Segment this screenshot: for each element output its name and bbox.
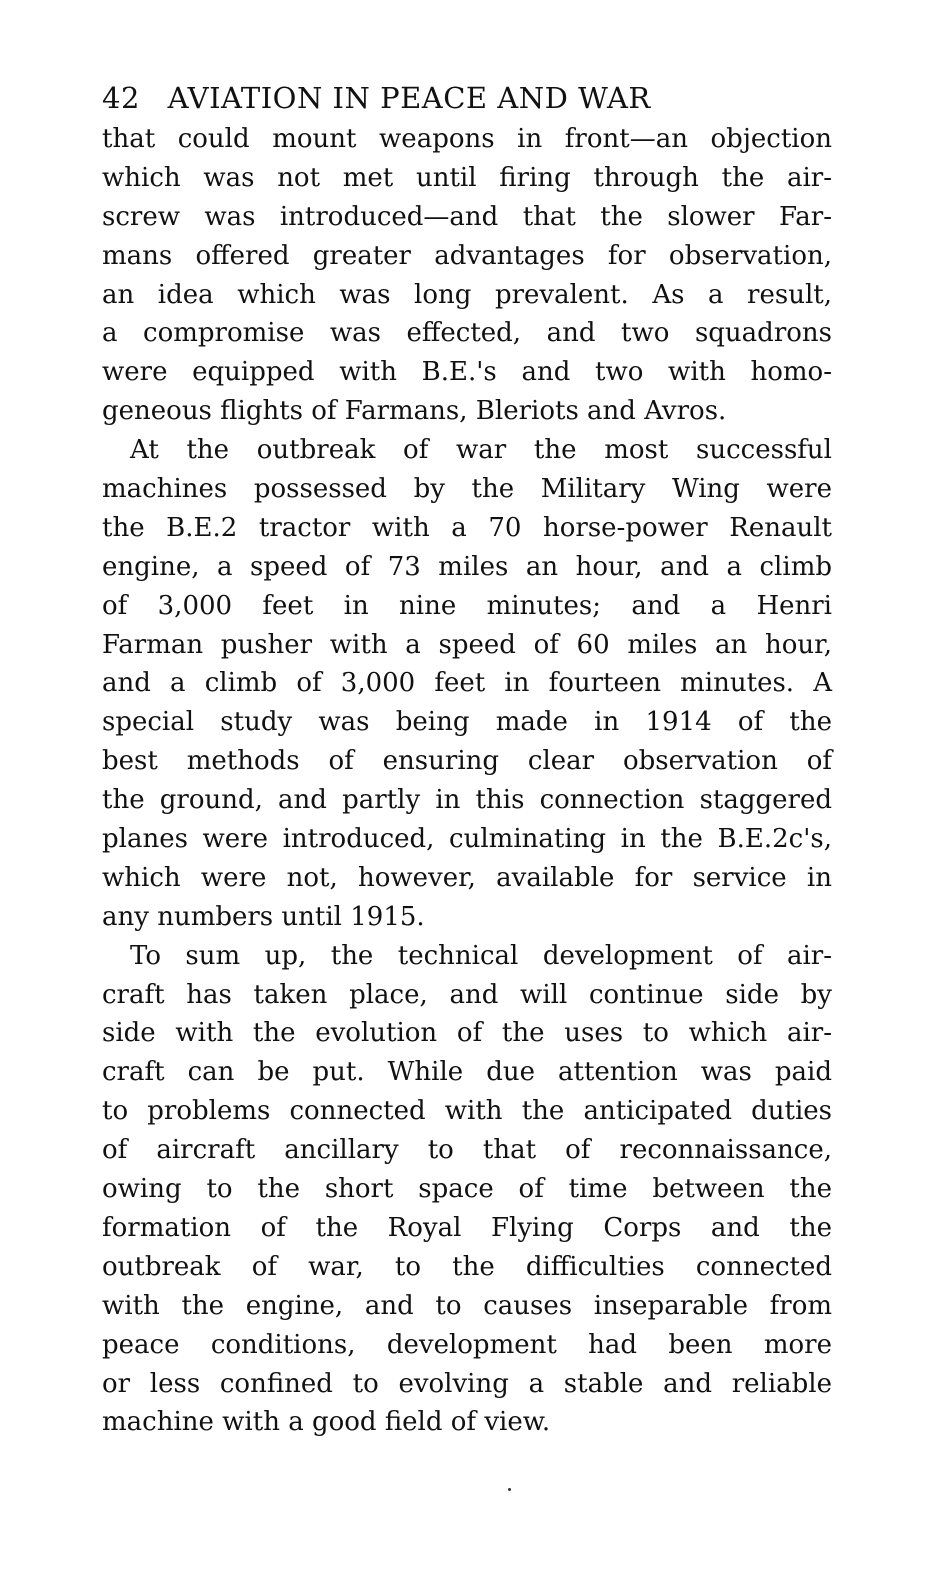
text-line: engine, a speed of 73 miles an hour, and a climb — [102, 551, 832, 582]
text-line: to problems connected with the anticipated duties — [102, 1096, 832, 1127]
text-line: peace conditions, development had been more — [102, 1329, 832, 1360]
text-line: craft can be put. While due attention was paid — [102, 1057, 832, 1088]
text-line: formation of the Royal Flying Corps and the — [102, 1212, 832, 1243]
text-line: craft has taken place, and will continue side by — [102, 979, 832, 1010]
text-line: the ground, and partly in this connection staggered — [102, 785, 832, 816]
text-line: screw was introduced—and that the slower Far- — [102, 201, 832, 232]
paragraph-3 — [102, 937, 832, 1443]
print-speck — [508, 1488, 511, 1491]
text-line: a compromise was effected, and two squadrons — [102, 318, 832, 349]
text-line: any numbers until 1915. — [102, 901, 425, 932]
text-line: the B.E.2 tractor with a 70 horse-power Renault — [102, 512, 832, 543]
text-line: At the outbreak of war the most successful — [130, 435, 832, 466]
text-line: of 3,000 feet in nine minutes; and a Henri — [102, 590, 832, 621]
text-line: special study was being made in 1914 of the — [102, 707, 832, 738]
text-line: an idea which was long prevalent. As a result, — [102, 279, 832, 310]
text-line: best methods of ensuring clear observation of — [102, 746, 832, 777]
text-line: with the engine, and to causes inseparable from — [102, 1290, 832, 1321]
text-line: or less confined to evolving a stable and reliable — [102, 1368, 832, 1399]
text-line: outbreak of war, to the difficulties connected — [102, 1251, 832, 1282]
text-line: of aircraft ancillary to that of reconnaissance, — [102, 1135, 832, 1166]
page-number: 42 — [102, 81, 140, 115]
text-line: mans offered greater advantages for observation, — [102, 240, 832, 271]
text-line: planes were introduced, culminating in the B.E.2c's, — [102, 824, 832, 855]
running-head — [102, 78, 832, 118]
paragraph-1 — [102, 120, 832, 431]
text-line: Farman pusher with a speed of 60 miles an hour, — [102, 629, 832, 660]
text-line: To sum up, the technical development of air- — [130, 940, 832, 971]
text-line: geneous flights of Farmans, Bleriots and Avros. — [102, 396, 727, 427]
running-title: AVIATION IN PEACE AND WAR — [167, 81, 651, 115]
text-line: were equipped with B.E.'s and two with homo- — [102, 357, 832, 388]
paragraph-2 — [102, 431, 832, 937]
text-line: side with the evolution of the uses to which air- — [102, 1018, 832, 1049]
text-line: that could mount weapons in front—an objection — [102, 124, 832, 154]
text-line: which was not met until firing through the air- — [102, 162, 832, 193]
text-line: which were not, however, available for service in — [102, 862, 832, 893]
text-line: owing to the short space of time between the — [102, 1174, 832, 1205]
book-page — [102, 78, 832, 1442]
text-line: machines possessed by the Military Wing were — [102, 474, 832, 505]
text-line: and a climb of 3,000 feet in fourteen minutes. A — [102, 668, 832, 699]
text-line: machine with a good field of view. — [102, 1407, 551, 1438]
